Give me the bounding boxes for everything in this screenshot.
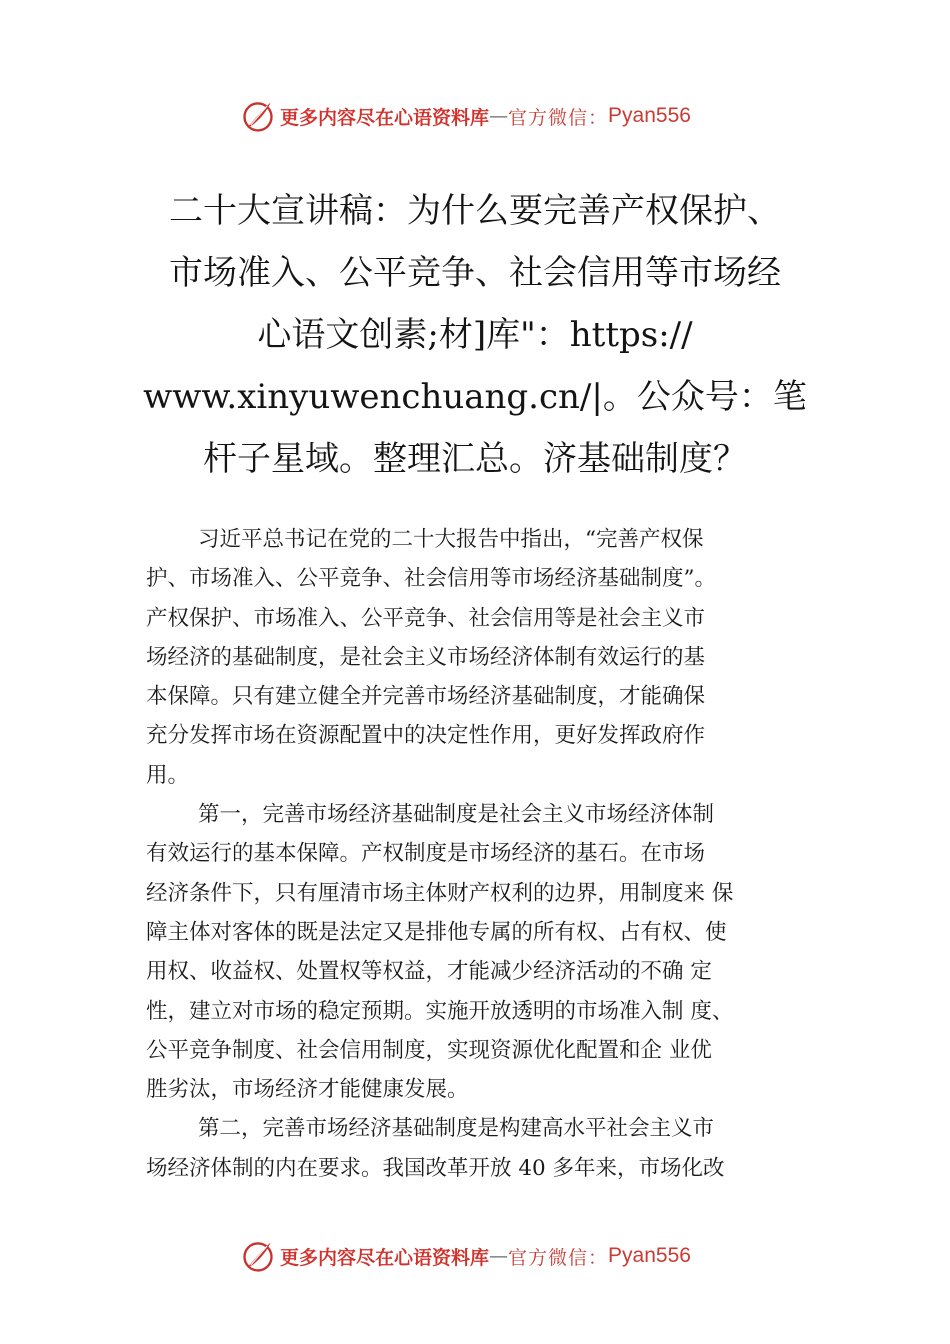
text-line: 用。 — [146, 762, 190, 788]
document-body — [146, 520, 836, 1188]
header-banner — [0, 96, 950, 136]
text-line: 用权、收益权、处置权等权益，才能减少经济活动的不确 定 — [146, 959, 712, 985]
banner-main-text: 更多内容尽在心语资料库 — [280, 1246, 490, 1269]
title-line: 市场准入、公平竞争、社会信用等市场经 — [169, 253, 781, 293]
text-line: 本保障。只有建立健全并完善市场经济基础制度，才能确保 — [146, 684, 706, 710]
paragraph-1 — [146, 520, 836, 795]
title-line: 心语文创素;材]库"：https:// — [257, 315, 693, 355]
footer-banner — [0, 1236, 950, 1276]
banner-wechat-label: 官方微信： — [508, 106, 609, 129]
text-line: 第二，完善市场经济基础制度是构建高水平社会主义市 — [198, 1116, 715, 1142]
text-line: 性，建立对市场的稳定预期。实施开放透明的市场准入制 度、 — [146, 998, 734, 1024]
text-line: 充分发挥市场在资源配置中的决定性作用，更好发挥政府作 — [146, 723, 706, 749]
text-line: 障主体对客体的既是法定又是排他专属的所有权、占有权、使 — [146, 919, 727, 945]
banner-wechat-id: Pyan556 — [608, 1244, 691, 1267]
banner-wechat-label: 官方微信： — [508, 1246, 609, 1269]
banner-separator: — — [489, 1245, 509, 1267]
title-line: 二十大宣讲稿：为什么要完善产权保护、 — [169, 191, 781, 231]
title-line: www.xinyuwenchuang.cn/|。公众号：笔 — [143, 377, 807, 417]
text-line: 第一，完善市场经济基础制度是社会主义市场经济体制 — [198, 802, 715, 828]
paragraph-3 — [146, 1109, 836, 1188]
document-title — [140, 180, 810, 490]
banner-main-text: 更多内容尽在心语资料库 — [280, 106, 490, 129]
quill-pen-logo-icon — [240, 98, 276, 134]
text-line: 护、市场准入、公平竞争、社会信用等市场经济基础制度”。 — [146, 566, 716, 592]
quill-pen-logo-icon — [240, 1238, 276, 1274]
text-line: 有效运行的基本保障。产权制度是市场经济的基石。在市场 — [146, 841, 706, 867]
banner-wechat-id: Pyan556 — [608, 104, 691, 127]
text-line: 经济条件下，只有厘清市场主体财产权利的边界，用制度来 保 — [146, 880, 734, 906]
title-line: 杆子星域。整理汇总。济基础制度？ — [203, 439, 747, 479]
text-line: 场经济体制的内在要求。我国改革开放 40 多年来，市场化改 — [146, 1155, 725, 1181]
banner-separator: — — [489, 105, 509, 127]
text-line: 胜劣汰，市场经济才能健康发展。 — [146, 1077, 469, 1103]
paragraph-2 — [146, 795, 836, 1109]
text-line: 产权保护、市场准入、公平竞争、社会信用等是社会主义市 — [146, 605, 706, 631]
text-line: 场经济的基础制度，是社会主义市场经济体制有效运行的基 — [146, 644, 706, 670]
text-line: 公平竞争制度、社会信用制度，实现资源优化配置和企 业优 — [146, 1037, 712, 1063]
text-line: 习近平总书记在党的二十大报告中指出，“完善产权保 — [198, 527, 704, 552]
